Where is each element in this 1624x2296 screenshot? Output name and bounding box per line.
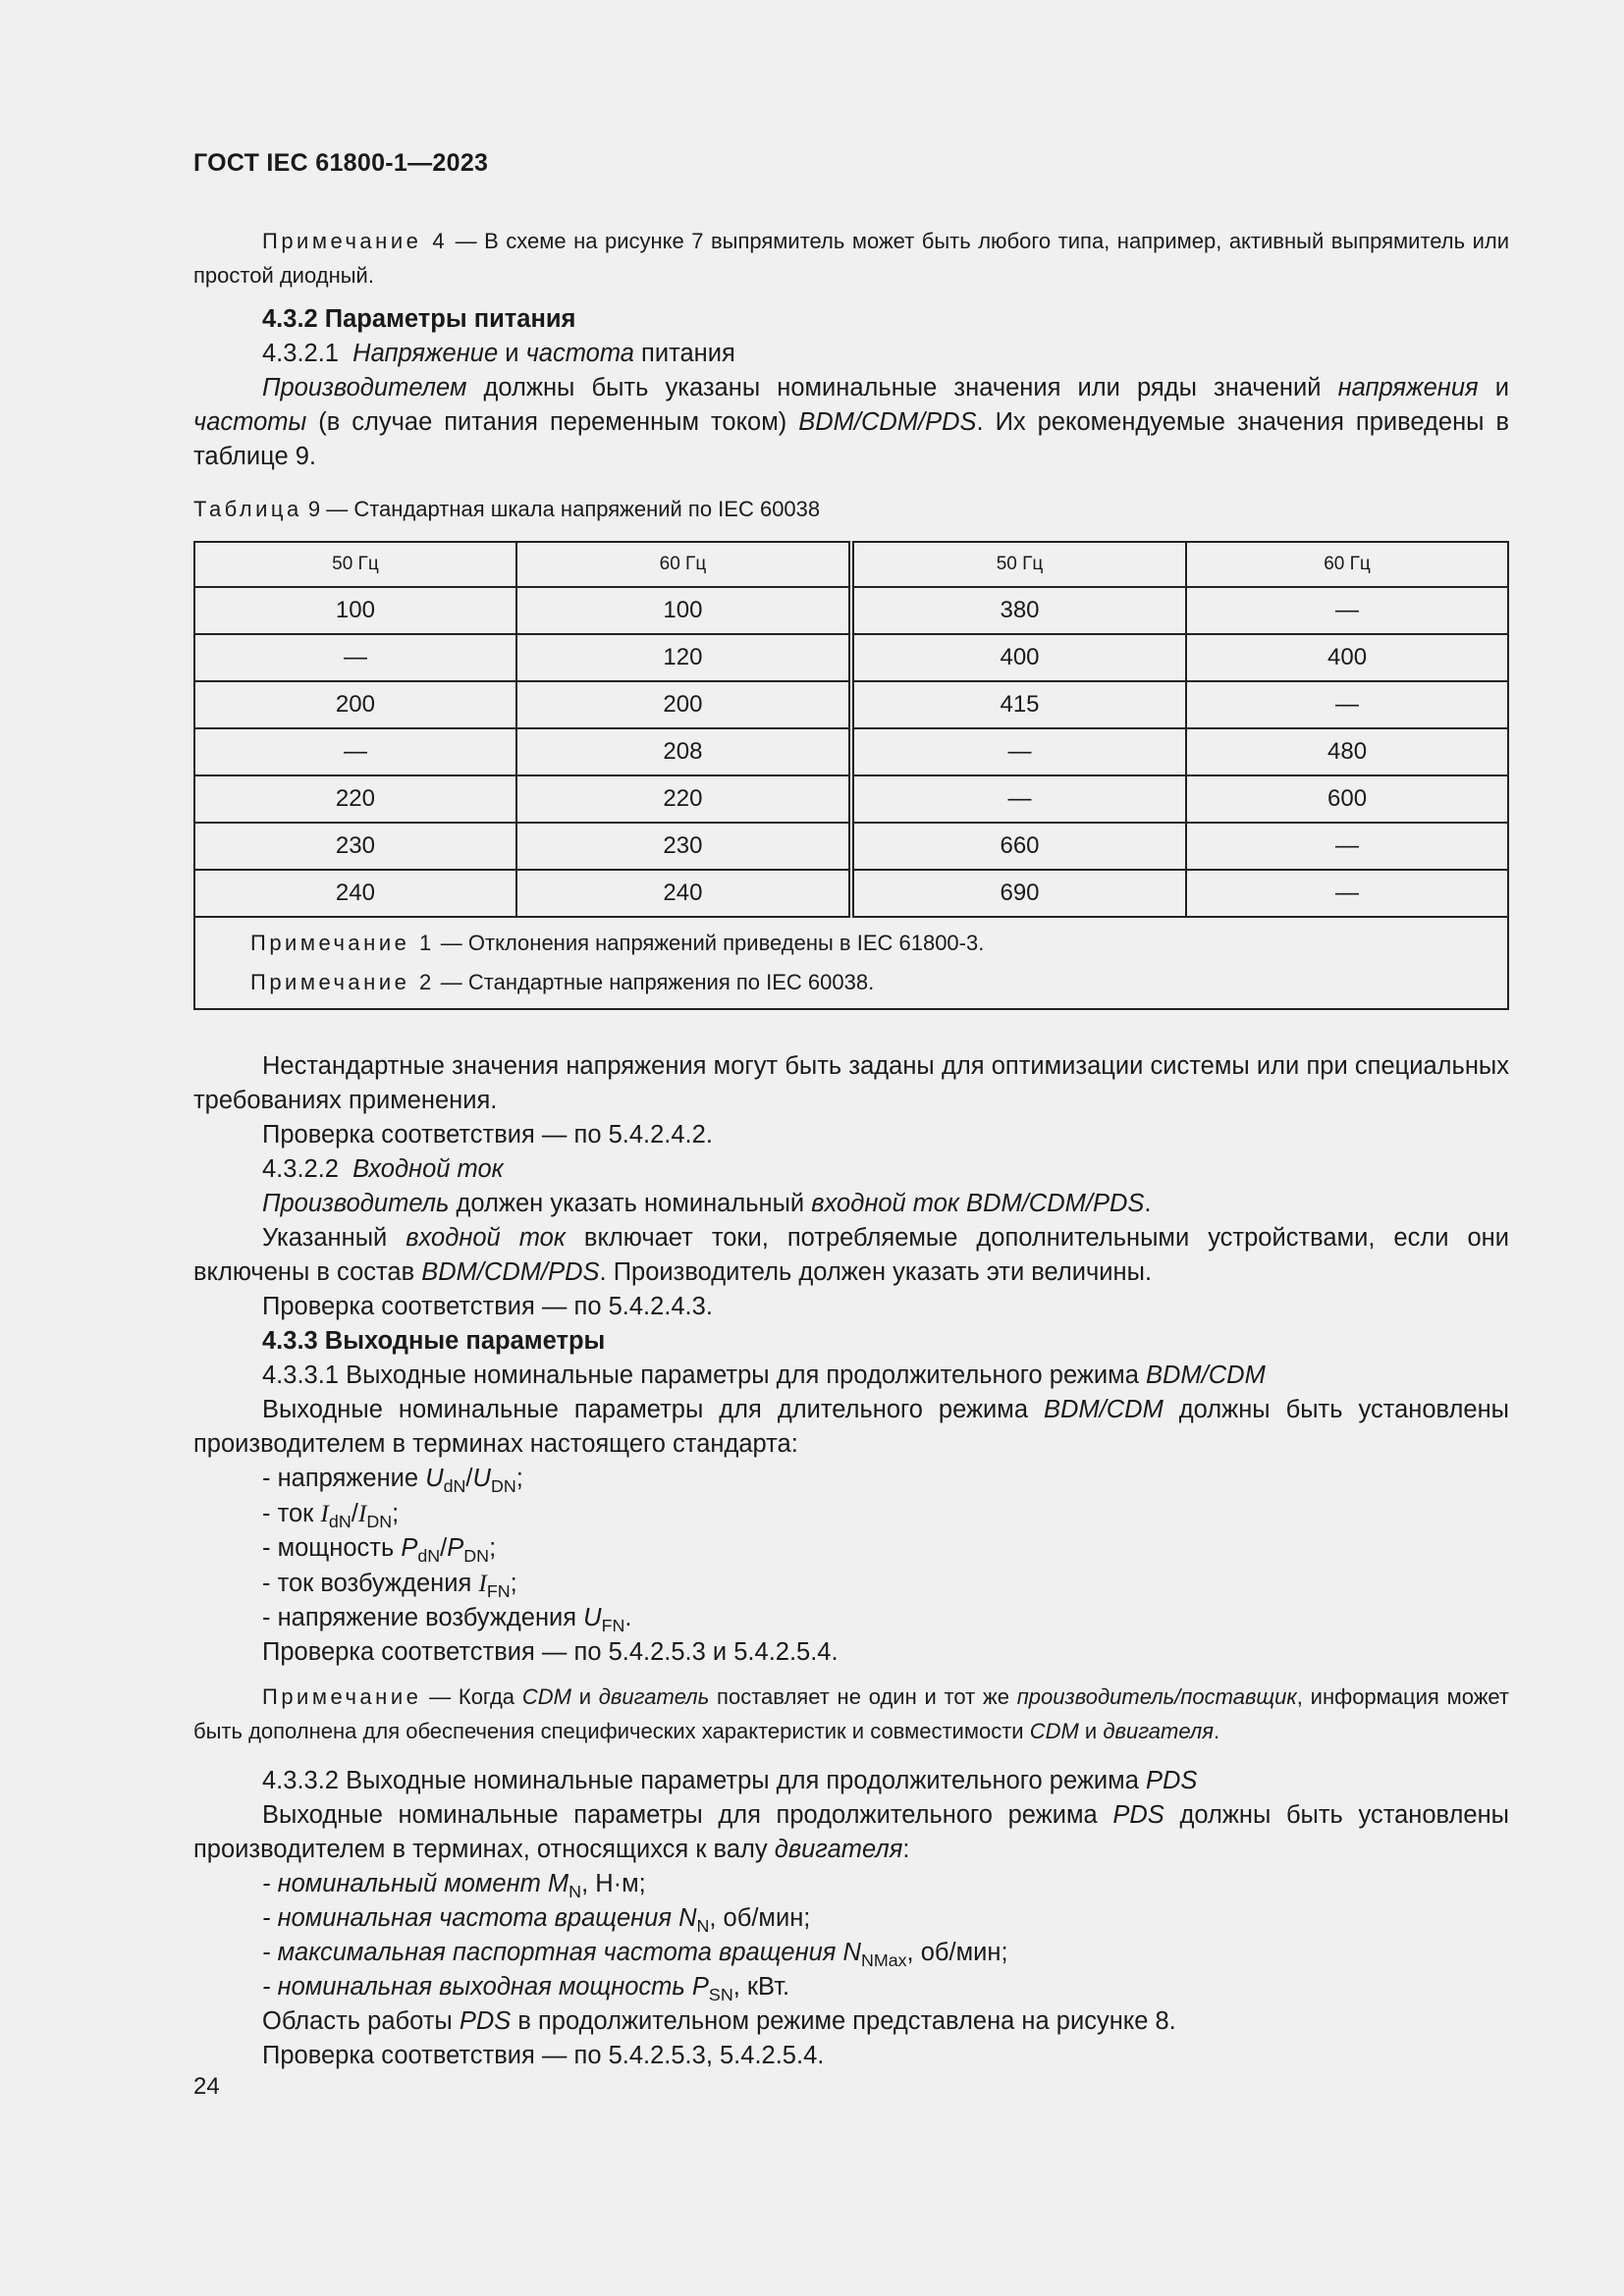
term-voltage: Напряжение [352, 340, 499, 367]
compliance-check: Проверка соответствия — по 5.4.2.5.3, 5.4.2.5.4. [262, 2042, 825, 2069]
section-4-3-2 [193, 302, 1509, 474]
table-cell: — [1186, 681, 1508, 728]
list-item [193, 1566, 1509, 1601]
term-frequency: частота [525, 340, 634, 367]
subscript: dN [443, 1476, 466, 1496]
text: 4.3.3.2 Выходные номинальные параметры для продолжительного режима [262, 1767, 1146, 1794]
term: напряжения [1337, 374, 1479, 401]
subsection-number: 4.3.2.2 [262, 1155, 339, 1183]
subscript: N [696, 1916, 710, 1936]
text: - ток [262, 1500, 321, 1527]
text: питания [633, 340, 735, 367]
table-row [194, 634, 1508, 681]
text: поставляет не один и тот же [709, 1684, 1017, 1709]
table-row [194, 681, 1508, 728]
term: - номинальный момент [262, 1870, 548, 1897]
text: - напряжение [262, 1465, 426, 1492]
paragraph [193, 1393, 1509, 1462]
list-item [193, 1496, 1509, 1531]
table-cell: 100 [516, 587, 851, 634]
table-cell: 240 [516, 870, 851, 917]
table-header-row [194, 542, 1508, 587]
table-cell: 220 [194, 775, 516, 823]
text: . Производитель должен указать эти величины. [599, 1258, 1153, 1286]
paragraph [193, 1798, 1509, 1867]
subsection-number: 4.3.2.1 [262, 340, 339, 367]
table-cell: 600 [1186, 775, 1508, 823]
subscript: SN [708, 1985, 733, 2004]
section-title: 4.3.2 Параметры питания [262, 305, 576, 333]
text: , Н·м; [581, 1870, 646, 1897]
symbol: M [547, 1870, 569, 1897]
compliance-check: Проверка соответствия — по 5.4.2.4.2. [262, 1121, 713, 1148]
paragraph [193, 2004, 1509, 2039]
paragraph [193, 371, 1509, 474]
subscript: dN [328, 1512, 352, 1531]
text: включает токи, потребляемые дополнительными устройствами, если они включены в состав [193, 1224, 1509, 1286]
table-cell: 230 [194, 823, 516, 870]
subsection-title [193, 337, 1509, 371]
table-cell: 660 [851, 823, 1186, 870]
note-label: Примечание [262, 1684, 422, 1709]
table-cell: 480 [1186, 728, 1508, 775]
text: / [440, 1534, 448, 1562]
term: - номинальная выходная мощность [262, 1973, 692, 2001]
text: в продолжительном режиме представлена на рисунке 8. [511, 2007, 1176, 2035]
term: производитель/поставщик [1016, 1684, 1297, 1709]
term: входной ток [406, 1224, 566, 1252]
subscript: DN [366, 1512, 393, 1531]
text: ; [510, 1570, 517, 1597]
subsection-title [193, 1359, 1509, 1393]
text: и [498, 340, 526, 367]
text: должны быть установлены производителем в терминах, относящихся к валу [193, 1801, 1509, 1863]
table-cell: — [851, 775, 1186, 823]
list-item [193, 1936, 1509, 1970]
table-cell: 400 [851, 634, 1186, 681]
text: и [570, 1684, 599, 1709]
subsection-title [193, 1764, 1509, 1798]
table-cell: 200 [194, 681, 516, 728]
table-row [194, 728, 1508, 775]
text: и [1478, 374, 1509, 401]
symbol: I [357, 1499, 367, 1527]
table-cell: 400 [1186, 634, 1508, 681]
text: 4.3.3.1 Выходные номинальные параметры для продолжительного режима [262, 1362, 1146, 1389]
table-cell: 220 [516, 775, 851, 823]
header-cell: 50 Гц [851, 542, 1186, 587]
table-row [194, 823, 1508, 870]
note-text: — Стандартные напряжения по IEC 60038. [434, 970, 875, 994]
caption-text: 9 — Стандартная шкала напряжений по IEC 60038 [301, 497, 821, 521]
table-row [194, 587, 1508, 634]
note-4 [193, 224, 1509, 293]
list-item [193, 1462, 1509, 1496]
text: / [465, 1465, 473, 1492]
term: CDM [1029, 1719, 1079, 1743]
text: , об/мин; [709, 1904, 811, 1932]
note-text: — В схеме на рисунке 7 выпрямитель может быть любого типа, например, активный выпрямитель или простой диодный. [193, 229, 1510, 288]
table-notes-row [194, 917, 1508, 1009]
table-caption [193, 497, 820, 522]
list-item [193, 1970, 1509, 2004]
table-cell: 230 [516, 823, 851, 870]
text: / [351, 1500, 358, 1527]
table-cell: — [1186, 823, 1508, 870]
subscript: FN [486, 1581, 511, 1601]
text: Область работы [262, 2007, 460, 2035]
term: входной ток BDM/CDM/PDS [811, 1190, 1145, 1217]
text: Указанный [262, 1224, 406, 1252]
paragraph [193, 1187, 1509, 1221]
text: : [902, 1836, 910, 1863]
table-cell: — [194, 728, 516, 775]
text: - напряжение возбуждения [262, 1604, 584, 1631]
term: BDM/CDM [1043, 1396, 1164, 1423]
header-cell: 50 Гц [194, 542, 516, 587]
note-label: Примечание 4 [262, 229, 449, 253]
paragraph [193, 1221, 1509, 1290]
term: BDM/CDM [1145, 1362, 1266, 1389]
term: PDS [1112, 1801, 1164, 1829]
term: - максимальная паспортная частота вращения [262, 1939, 843, 1966]
note [193, 1680, 1509, 1748]
symbol: I [478, 1569, 487, 1597]
table-note-2 [250, 963, 1507, 1002]
text: - ток возбуждения [262, 1570, 479, 1597]
table-cell: — [194, 634, 516, 681]
text: — Когда [421, 1684, 522, 1709]
text: Выходные номинальные параметры для продолжительного режима [262, 1801, 1113, 1829]
subscript: N [568, 1882, 582, 1901]
table-cell: 208 [516, 728, 851, 775]
text: Выходные номинальные параметры для длительного режима [262, 1396, 1044, 1423]
subscript: dN [417, 1546, 441, 1566]
symbol: N [678, 1904, 697, 1932]
text: . [1144, 1190, 1152, 1217]
symbol: N [842, 1939, 861, 1966]
symbol: P [447, 1534, 464, 1562]
note-text: — Отклонения напряжений приведены в IEC 61800-3. [434, 931, 985, 955]
table-cell: 200 [516, 681, 851, 728]
text: ; [489, 1534, 497, 1562]
table-notes [194, 917, 1508, 1009]
table-cell: — [851, 728, 1186, 775]
term: Производителем [262, 374, 467, 401]
document-header: ГОСТ IEC 61800-1—2023 [193, 149, 489, 177]
text: , кВт. [732, 1973, 790, 2001]
term: BDM/CDM/PDS [421, 1258, 600, 1286]
text: и [1078, 1719, 1104, 1743]
compliance-check: Проверка соответствия — по 5.4.2.4.3. [262, 1293, 713, 1320]
term: PDS [1145, 1767, 1198, 1794]
symbol: U [425, 1465, 444, 1492]
symbol: U [583, 1604, 602, 1631]
page-number: 24 [193, 2073, 220, 2100]
section-title: 4.3.3 Выходные параметры [262, 1327, 606, 1355]
term: PDS [459, 2007, 512, 2035]
symbol: I [320, 1499, 329, 1527]
symbol: P [691, 1973, 709, 2001]
table-note-1 [250, 924, 1507, 963]
term: частоты [193, 408, 307, 436]
text: ; [515, 1465, 523, 1492]
table-9 [193, 541, 1509, 1010]
symbol: P [401, 1534, 418, 1562]
text: - мощность [262, 1534, 402, 1562]
text: ; [392, 1500, 400, 1527]
text: , об/мин; [906, 1939, 1008, 1966]
term: Производитель [262, 1190, 450, 1217]
subscript: DN [490, 1476, 516, 1496]
term: CDM [521, 1684, 571, 1709]
term: двигатель [598, 1684, 710, 1709]
subsection-name: Входной ток [352, 1155, 504, 1183]
term: - номинальная частота вращения [262, 1904, 679, 1932]
list-item [193, 1867, 1509, 1901]
header-cell: 60 Гц [1186, 542, 1508, 587]
caption-label: Таблица [193, 497, 302, 521]
subscript: FN [601, 1616, 625, 1635]
paragraph: Нестандартные значения напряжения могут быть заданы для оптимизации системы или при специальных требованиях применения. [193, 1052, 1509, 1114]
table-cell: 240 [194, 870, 516, 917]
table-cell: 380 [851, 587, 1186, 634]
symbol: U [472, 1465, 491, 1492]
text: (в случае питания переменным током) [306, 408, 799, 436]
list-item [193, 1601, 1509, 1635]
table-cell: — [1186, 587, 1508, 634]
text: , информация может быть дополнена для обеспечения специфических характеристик и совместимости [193, 1684, 1510, 1743]
note-label: Примечание 2 [250, 970, 435, 994]
subsection-title [193, 1152, 1509, 1187]
table-cell: 120 [516, 634, 851, 681]
text: должны быть установлены производителем в терминах настоящего стандарта: [193, 1396, 1509, 1458]
table-cell: 100 [194, 587, 516, 634]
text: . [624, 1604, 632, 1631]
header-cell: 60 Гц [516, 542, 851, 587]
table-cell: — [1186, 870, 1508, 917]
term: двигателя [774, 1836, 903, 1863]
list-item [193, 1531, 1509, 1566]
list-item [193, 1901, 1509, 1936]
text: должны быть указаны номинальные значения или ряды значений [466, 374, 1338, 401]
text: . [1214, 1719, 1220, 1743]
subscript: NMax [860, 1950, 907, 1970]
term: двигателя [1103, 1719, 1215, 1743]
table-cell: 690 [851, 870, 1186, 917]
body-text [193, 1049, 1509, 2073]
term: BDM/CDM/PDS [798, 408, 977, 436]
text: должен указать номинальный [449, 1190, 812, 1217]
table-cell: 415 [851, 681, 1186, 728]
subscript: DN [463, 1546, 490, 1566]
compliance-check: Проверка соответствия — по 5.4.2.5.3 и 5.4.2.5.4. [262, 1638, 839, 1666]
table-row [194, 775, 1508, 823]
table-row [194, 870, 1508, 917]
text: . Их рекомендуемые значения приведены в таблице 9. [193, 408, 1509, 470]
note-label: Примечание 1 [250, 931, 435, 955]
